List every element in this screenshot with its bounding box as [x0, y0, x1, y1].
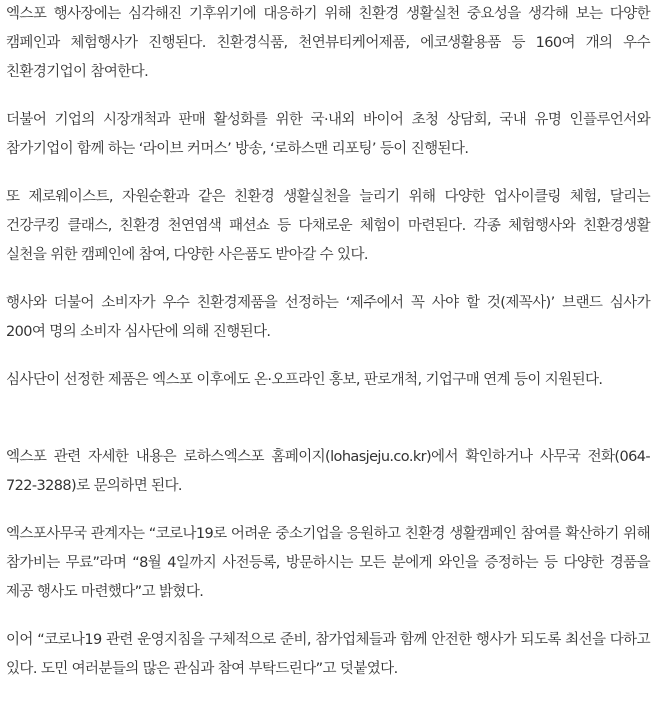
paragraph: 엑스포 관련 자세한 내용은 로하스엑스포 홈페이지(lohasjeju.co.kr)에서 확인하거나 사무국 전화(064-722-3288)로 문의하면 된다.	[6, 449, 650, 494]
paragraph: 엑스포 행사장에는 심각해진 기후위기에 대응하기 위해 친환경 생활실천 중요성을 생각해 보는 다양한 캠페인과 체험행사가 진행된다. 친환경식품, 천연뷰티케어제품, 에코생활용품 등 160여 개의 우수 친환경기업이 참여한다.	[6, 6, 650, 80]
paragraph: 또 제로웨이스트, 자원순환과 같은 친환경 생활실천을 늘리기 위해 다양한 업사이클링 체험, 달리는 건강쿠킹 클래스, 친환경 천연염색 패션쇼 등 다채로운 체험이 마련된다. 각종 체험행사와 친환경생활 실천을 위한 캠페인에 참여, 다양한 사은품도 받아갈 수 있다.	[6, 189, 650, 263]
paragraph: 더불어 기업의 시장개척과 판매 활성화를 위한 국·내외 바이어 초청 상담회, 국내 유명 인플루언서와 참가기업이 함께 하는 ‘라이브 커머스’ 방송, ‘로하스맨 리포팅’ 등이 진행된다.	[6, 112, 650, 157]
paragraph: 엑스포사무국 관계자는 “코로나19로 어려운 중소기업을 응원하고 친환경 생활캠페인 참여를 확산하기 위해 참가비는 무료”라며 “8월 4일까지 사전등록, 방문하시는 모든 분에게 와인을 증정하는 등 다양한 경품을 제공 행사도 마련했다”고 밝혔다.	[6, 526, 650, 600]
paragraph: 이어 “코로나19 관련 운영지침을 구체적으로 준비, 참가업체들과 함께 안전한 행사가 되도록 최선을 다하고 있다. 도민 여러분들의 많은 관심과 참여 부탁드린다”고 덧붙였다.	[6, 632, 650, 677]
paragraph: 행사와 더불어 소비자가 우수 친환경제품을 선정하는 ‘제주에서 꼭 사야 할 것(제꼭사)’ 브랜드 심사가 200여 명의 소비자 심사단에 의해 진행된다.	[6, 295, 650, 340]
paragraph: 심사단이 선정한 제품은 엑스포 이후에도 온·오프라인 홍보, 판로개척, 기업구매 연계 등이 지원된다.	[6, 372, 603, 388]
